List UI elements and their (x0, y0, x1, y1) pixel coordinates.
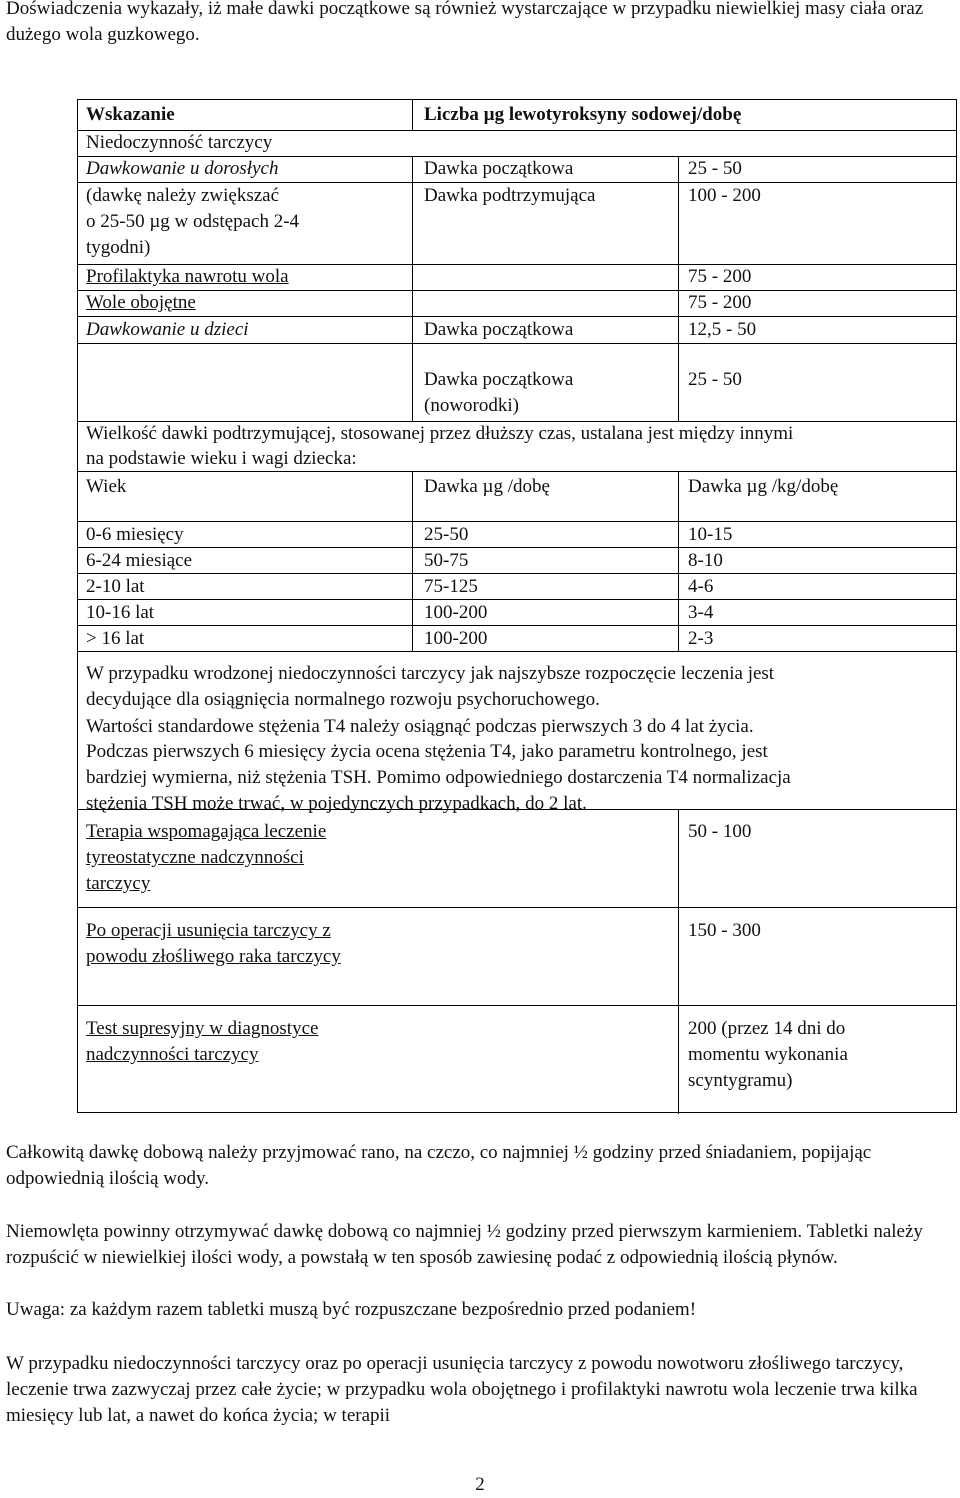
goiter-value: 75 - 200 (688, 292, 752, 313)
adult-maint-label: Dawka podtrzymująca (424, 185, 596, 206)
congenital-line: Wartości standardowe stężenia T4 należy osiągnąć podczas pierwszych 3 do 4 lat życia. (86, 716, 754, 737)
therapy-label-line: Terapia wspomagająca leczenie (86, 821, 327, 842)
test-label-line: Test supresyjny w diagnostyce (86, 1018, 319, 1039)
age-row-dose: 100-200 (424, 602, 488, 623)
children-dosing-label: Dawkowanie u dzieci (86, 319, 249, 340)
age-row-dose-kg: 3-4 (688, 602, 714, 623)
age-row-dose-kg: 4-6 (688, 576, 714, 597)
dosing-time-paragraph: Całkowitą dawkę dobową należy przyjmować rano, na czczo, co najmniej ½ godziny przed śniadaniem, popijając odpowiednią ilością wody. (6, 1142, 872, 1189)
prophylaxis-value: 75 - 200 (688, 266, 752, 287)
hypothyroidism-title: Niedoczynność tarczycy (86, 132, 273, 153)
age-row-dose: 75-125 (424, 576, 478, 597)
therapy-value: 50 - 100 (688, 821, 752, 842)
dose-header: Dawka µg /dobę (424, 476, 550, 497)
goiter-label: Wole obojętne (86, 292, 196, 313)
adult-note-line1: (dawkę należy zwiększać (86, 185, 280, 206)
dose-kg-header: Dawka µg /kg/dobę (688, 476, 839, 497)
header-indication: Wskazanie (86, 104, 175, 125)
adult-note-line2: o 25-50 µg w odstępach 2-4 (86, 211, 300, 232)
page-number: 2 (475, 1474, 485, 1495)
surgery-label-line: Po operacji usunięcia tarczycy z (86, 920, 331, 941)
header-dose: Liczba µg lewotyroksyny sodowej/dobę (424, 104, 742, 125)
children-start-label: Dawka początkowa (424, 319, 574, 340)
age-header: Wiek (86, 476, 127, 497)
adult-start-label: Dawka początkowa (424, 158, 574, 179)
age-row-dose-kg: 2-3 (688, 628, 714, 649)
age-row-dose: 100-200 (424, 628, 488, 649)
adult-start-value: 25 - 50 (688, 158, 742, 179)
maintenance-note-line1: Wielkość dawki podtrzymującej, stosowanej przez dłuższy czas, ustalana jest między innymi (86, 423, 794, 444)
age-row-age: 0-6 miesięcy (86, 524, 184, 545)
warning-paragraph: Uwaga: za każdym razem tabletki muszą być rozpuszczane bezpośrednio przed podaniem! (6, 1299, 697, 1320)
adult-maint-value: 100 - 200 (688, 185, 761, 206)
age-row-dose-kg: 10-15 (688, 524, 733, 545)
congenital-line: W przypadku wrodzonej niedoczynności tarczycy jak najszybsze rozpoczęcie leczenia jest (86, 663, 775, 684)
surgery-value: 150 - 300 (688, 920, 761, 941)
duration-paragraph: W przypadku niedoczynności tarczycy oraz po operacji usunięcia tarczycy z powodu nowotworu złośliwego tarczycy, leczenie trwa zazwyczaj przez całe życie; w przypadku wola obojętnego i profilaktyki nawrotu wola leczenie trwa kilka miesięcy lub lat, a nawet do końca życia; w terapii (6, 1353, 918, 1426)
newborn-start-label-2: (noworodki) (424, 395, 519, 416)
age-row-age: 6-24 miesiące (86, 550, 193, 571)
age-row-age: > 16 lat (86, 628, 145, 649)
congenital-line: stężenia TSH może trwać, w pojedynczych przypadkach, do 2 lat. (86, 793, 587, 814)
dosage-table (77, 99, 957, 1113)
congenital-line: bardziej wymierna, niż stężenia TSH. Pomimo odpowiedniego dostarczenia T4 normalizacja (86, 767, 791, 788)
congenital-line: decydujące dla osiągnięcia normalnego rozwoju psychoruchowego. (86, 689, 600, 710)
age-row-age: 2-10 lat (86, 576, 145, 597)
adult-dosing-label: Dawkowanie u dorosłych (86, 158, 279, 179)
age-row-dose: 50-75 (424, 550, 469, 571)
therapy-label-line: tyreostatyczne nadczynności (86, 847, 304, 868)
maintenance-note-line2: na podstawie wieku i wagi dziecka: (86, 448, 357, 469)
intro-paragraph: Doświadczenia wykazały, iż małe dawki początkowe są również wystarczające w przypadku niewielkiej masy ciała oraz dużego wola guzkowego. (6, 0, 924, 45)
newborn-start-value: 25 - 50 (688, 369, 742, 390)
children-start-value: 12,5 - 50 (688, 319, 757, 340)
prophylaxis-label: Profilaktyka nawrotu wola (86, 266, 289, 287)
therapy-label-line: tarczycy (86, 873, 151, 894)
age-row-dose: 25-50 (424, 524, 469, 545)
newborn-start-label: Dawka początkowa (424, 369, 574, 390)
test-value-line: 200 (przez 14 dni do (688, 1018, 846, 1039)
test-value-line: scyntygramu) (688, 1070, 793, 1091)
surgery-label-line: powodu złośliwego raka tarczycy (86, 946, 341, 967)
adult-note-line3: tygodni) (86, 237, 151, 258)
test-label-line: nadczynności tarczycy (86, 1044, 259, 1065)
infant-paragraph: Niemowlęta powinny otrzymywać dawkę dobową co najmniej ½ godziny przed pierwszym karmieniem. Tabletki należy rozpuścić w niewielkiej ilości wody, a powstałą w ten sposób zawiesinę podać z odpowiednią ilością płynów. (6, 1221, 923, 1268)
congenital-line: Podczas pierwszych 6 miesięcy życia ocena stężenia T4, jako parametru kontrolnego, jest (86, 741, 768, 762)
test-value-line: momentu wykonania (688, 1044, 848, 1065)
age-row-age: 10-16 lat (86, 602, 155, 623)
age-row-dose-kg: 8-10 (688, 550, 723, 571)
